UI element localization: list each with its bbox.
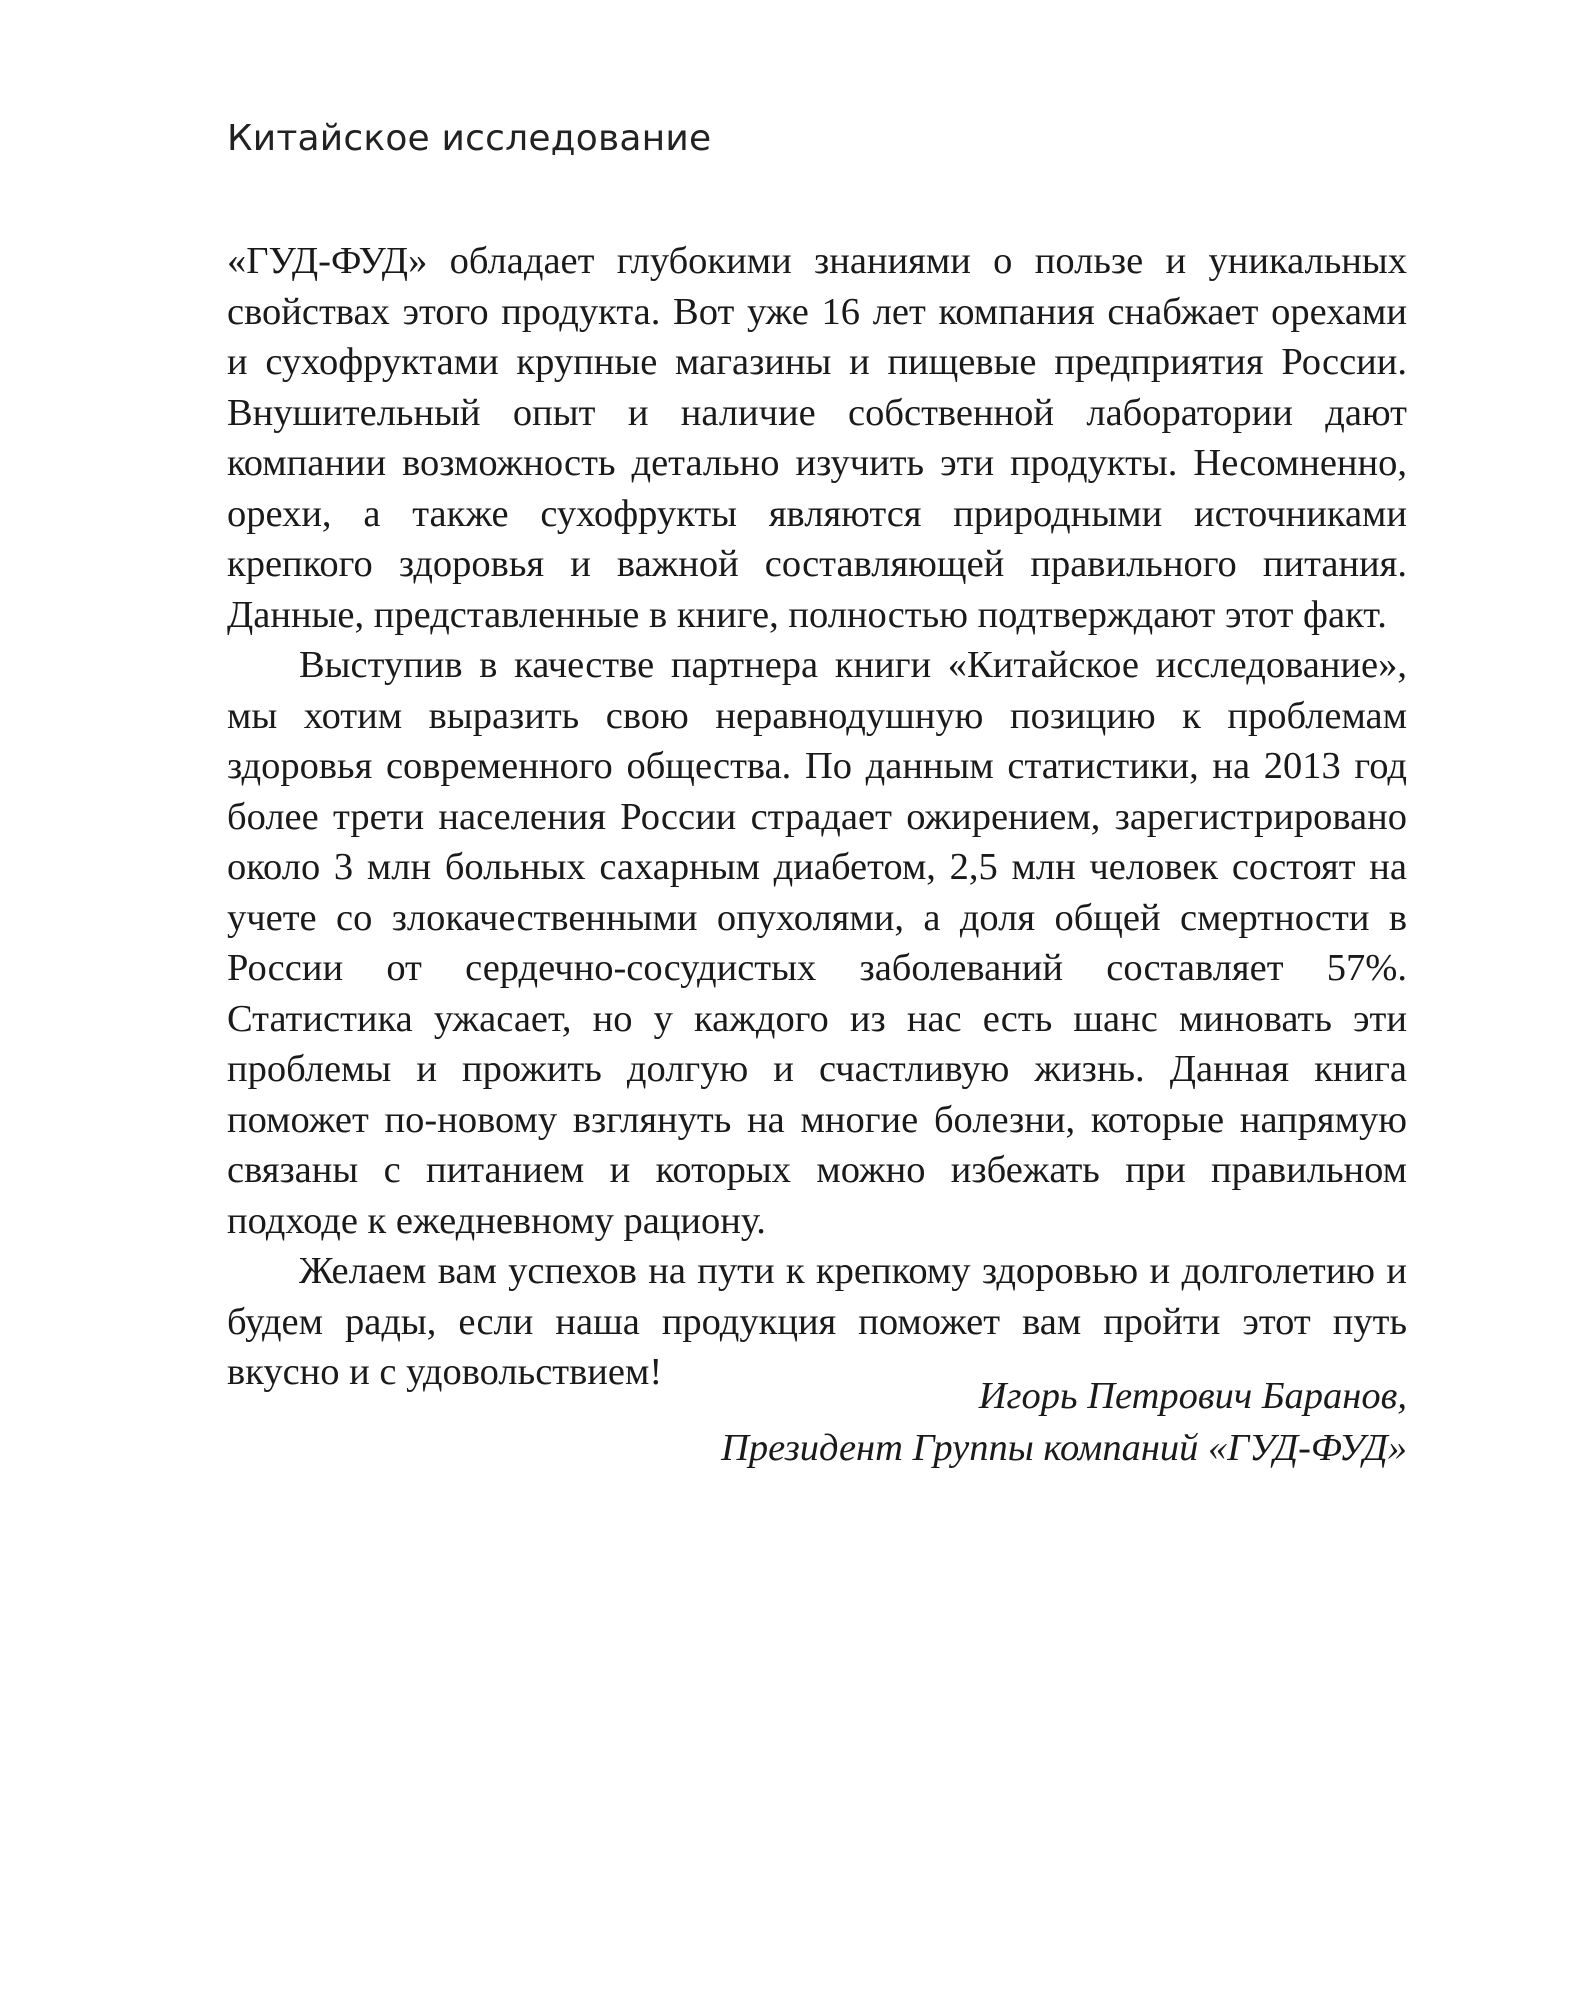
paragraph-intro: «ГУД-ФУД» обладает глубокими знаниями о пользе и уникальных свойствах этого продукта. Вот уже 16 лет компания снабжает орехами и сухофруктами крупные магазины и пищевые предприятия России. Внушительный опыт и наличие собственной лаборатории дают компании возможность детально изучить эти продукты. Несомненно, орехи, а также сухофрукты являются природными источниками крепкого здоровья и важной составляющей правильного питания. Данные, представленные в книге, полностью подтверждают этот факт. bbox=[227, 240, 1407, 636]
signature-block bbox=[721, 1370, 1407, 1474]
body-text bbox=[227, 236, 1407, 1398]
paragraph-wishes: Желаем вам успехов на пути к крепкому здоровью и долголетию и будем рады, если наша продукция поможет вам пройти этот путь вкусно и с удовольствием! bbox=[227, 1250, 1407, 1393]
signature-name: Игорь Петрович Баранов, bbox=[978, 1375, 1407, 1417]
paragraph-statistics: Выступив в качестве партнера книги «Китайское исследование», мы хотим выразить свою неравнодушную позицию к проблемам здоровья современного общества. По данным статистики, на 2013 год более трети населения России страдает ожирением, зарегистрировано около 3 млн больных сахарным диабетом, 2,5 млн человек состоят на учете со злокачественными опухолями, а доля общей смертности в России от сердечно-сосудистых заболеваний составляет 57%. Статистика ужасает, но у каждого из нас есть шанс миновать эти проблемы и прожить долгую и счастливую жизнь. Данная книга поможет по-новому взглянуть на многие болезни, которые напрямую связаны с питанием и которых можно избежать при правильном подходе к ежедневному рациону. bbox=[227, 644, 1407, 1242]
signature-title: Президент Группы компаний «ГУД-ФУД» bbox=[721, 1427, 1407, 1469]
running-header: Китайское исследование bbox=[227, 118, 712, 159]
